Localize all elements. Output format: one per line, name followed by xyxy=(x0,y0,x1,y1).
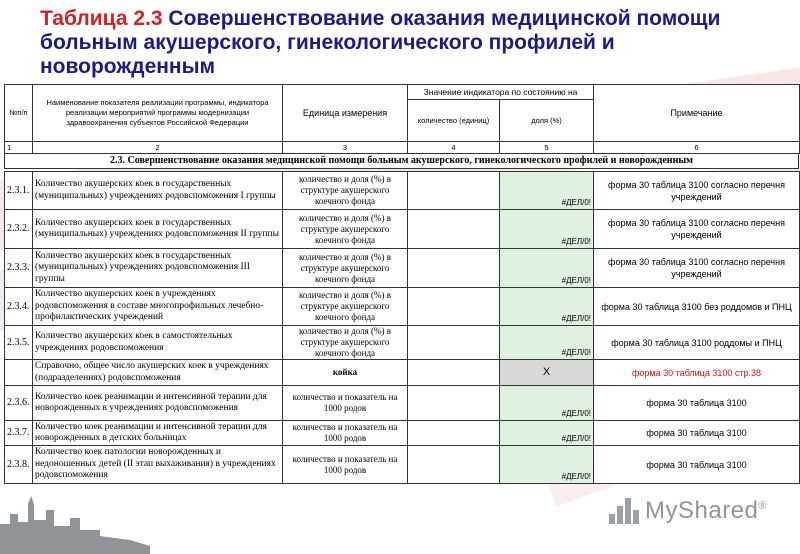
row-indicator-name: Количество акушерских коек в учреждениях родовспоможения в составе многопрофильных лечебно-профилактических учреждений xyxy=(33,288,283,326)
header-note: Примечание xyxy=(594,85,800,142)
table-row xyxy=(5,421,800,446)
table-row xyxy=(5,288,800,326)
title-number: Таблица 2.3 xyxy=(40,7,163,30)
header-share: доля (%) xyxy=(500,100,594,142)
row-unit: койка xyxy=(283,360,408,386)
slide-title xyxy=(40,7,770,79)
row-indicator-name: Количество акушерских коек в самостоятельных учреждениях родовспоможения xyxy=(33,326,283,360)
row-unit: количество и доля (%) в структуре акушерского коечного фонда xyxy=(283,326,408,360)
row-note: форма 30 таблица 3100 xyxy=(594,421,800,446)
row-quantity xyxy=(408,249,500,288)
row-number: 2.3.1. xyxy=(5,172,33,210)
row-note: форма 30 таблица 3100 согласно перечня учреждений xyxy=(594,172,800,210)
header-colnum-2: 2 xyxy=(33,142,283,154)
row-number: 2.3.2. xyxy=(5,210,33,249)
header-colnum-4: 4 xyxy=(408,142,500,154)
row-number: 2.3.6. xyxy=(5,386,33,421)
row-share: Х xyxy=(500,360,594,386)
header-colnum-6: 6 xyxy=(594,142,800,154)
section-table xyxy=(4,153,799,169)
logo-bars-icon xyxy=(607,496,641,526)
table-row xyxy=(5,326,800,360)
row-share: #ДЕЛ/0! xyxy=(500,386,594,421)
row-note: форма 30 таблица 3100 стр.38 xyxy=(594,360,800,386)
row-number xyxy=(5,360,33,386)
section-title: 2.3. Совершенствование оказания медицинской помощи больным акушерского, гинекологического профилей и новорожденным xyxy=(5,154,799,169)
logo-text: MyShared xyxy=(645,497,759,524)
row-number: 2.3.7. xyxy=(5,421,33,446)
row-quantity xyxy=(408,446,500,484)
header-colnum-5: 5 xyxy=(500,142,594,154)
row-number: 2.3.5. xyxy=(5,326,33,360)
header-unit: Единица измерения xyxy=(283,85,408,142)
table-row xyxy=(5,360,800,386)
row-indicator-name: Количество коек патологии новорожденных и недоношенных детей (II этап выхаживания) в учреждениях родовспоможения xyxy=(33,446,283,484)
logo-mark: ® xyxy=(758,500,767,512)
row-note: форма 30 таблица 3100 xyxy=(594,386,800,421)
header-colnum-1: 1 xyxy=(5,142,33,154)
table-row xyxy=(5,446,800,484)
row-note: форма 30 таблица 3100 роддомы и ПНЦ xyxy=(594,326,800,360)
row-indicator-name: Количество коек реанимации и интенсивной терапии для новорожденных в учреждениях родовспоможения xyxy=(33,386,283,421)
row-unit: количество и показатель на 1000 родов xyxy=(283,421,408,446)
header-num: №п/п xyxy=(5,85,33,142)
row-share: #ДЕЛ/0! xyxy=(500,210,594,249)
row-note: форма 30 таблица 3100 без роддомов и ПНЦ xyxy=(594,288,800,326)
row-unit: количество и доля (%) в структуре акушерского коечного фонда xyxy=(283,172,408,210)
indicator-table xyxy=(4,171,800,484)
row-quantity xyxy=(408,386,500,421)
row-number: 2.3.4. xyxy=(5,288,33,326)
header-qty: количество (единиц) xyxy=(408,100,500,142)
table-row xyxy=(5,172,800,210)
row-indicator-name: Количество коек реанимации и интенсивной терапии для новорожденных в детских больницах xyxy=(33,421,283,446)
row-quantity xyxy=(408,421,500,446)
row-quantity xyxy=(408,210,500,249)
row-share: #ДЕЛ/0! xyxy=(500,288,594,326)
row-unit: количество и доля (%) в структуре акушерского коечного фонда xyxy=(283,249,408,288)
row-indicator-name: Количество акушерских коек в государственных (муниципальных) учреждениях родовспоможения III группы xyxy=(33,249,283,288)
header-name: Наименование показателя реализации программы, индикатора реализации мероприятий программы модернизации здравоохранения субъектов Российской Федерации xyxy=(33,85,283,142)
row-note: форма 30 таблица 3100 xyxy=(594,446,800,484)
header-value: Значение индикатора по состоянию на xyxy=(408,85,594,100)
row-indicator-name: Количество акушерских коек в государственных (муниципальных) учреждениях родовспоможения II группы xyxy=(33,210,283,249)
title-text: Совершенствование оказания медицинской помощи больным акушерского, гинекологического профилей и новорожденным xyxy=(40,7,721,78)
header-table xyxy=(4,84,800,154)
row-number: 2.3.3. xyxy=(5,249,33,288)
header-colnum-3: 3 xyxy=(283,142,408,154)
row-quantity xyxy=(408,288,500,326)
myshared-logo xyxy=(607,493,767,529)
row-number: 2.3.8. xyxy=(5,446,33,484)
table-row xyxy=(5,210,800,249)
row-unit: количество и показатель на 1000 родов xyxy=(283,386,408,421)
row-note: форма 30 таблица 3100 согласно перечня учреждений xyxy=(594,210,800,249)
table-row xyxy=(5,386,800,421)
row-share: #ДЕЛ/0! xyxy=(500,172,594,210)
row-share: #ДЕЛ/0! xyxy=(500,249,594,288)
row-share: #ДЕЛ/0! xyxy=(500,421,594,446)
row-indicator-name: Количество акушерских коек в государственных (муниципальных) учреждениях родовспоможения I группы xyxy=(33,172,283,210)
row-indicator-name: Справочно, общее число акушерских коек в учреждениях (подразделениях) родовспоможения xyxy=(33,360,283,386)
city-silhouette-icon xyxy=(0,484,150,554)
row-note: форма 30 таблица 3100 согласно перечня учреждений xyxy=(594,249,800,288)
table-row xyxy=(5,249,800,288)
row-unit: количество и доля (%) в структуре акушерского коечного фонда xyxy=(283,210,408,249)
row-share: #ДЕЛ/0! xyxy=(500,446,594,484)
row-share: #ДЕЛ/0! xyxy=(500,326,594,360)
row-quantity xyxy=(408,360,500,386)
row-quantity xyxy=(408,172,500,210)
row-unit: количество и доля (%) в структуре акушерского коечного фонда xyxy=(283,288,408,326)
row-quantity xyxy=(408,326,500,360)
row-unit: количество и показатель на 1000 родов xyxy=(283,446,408,484)
